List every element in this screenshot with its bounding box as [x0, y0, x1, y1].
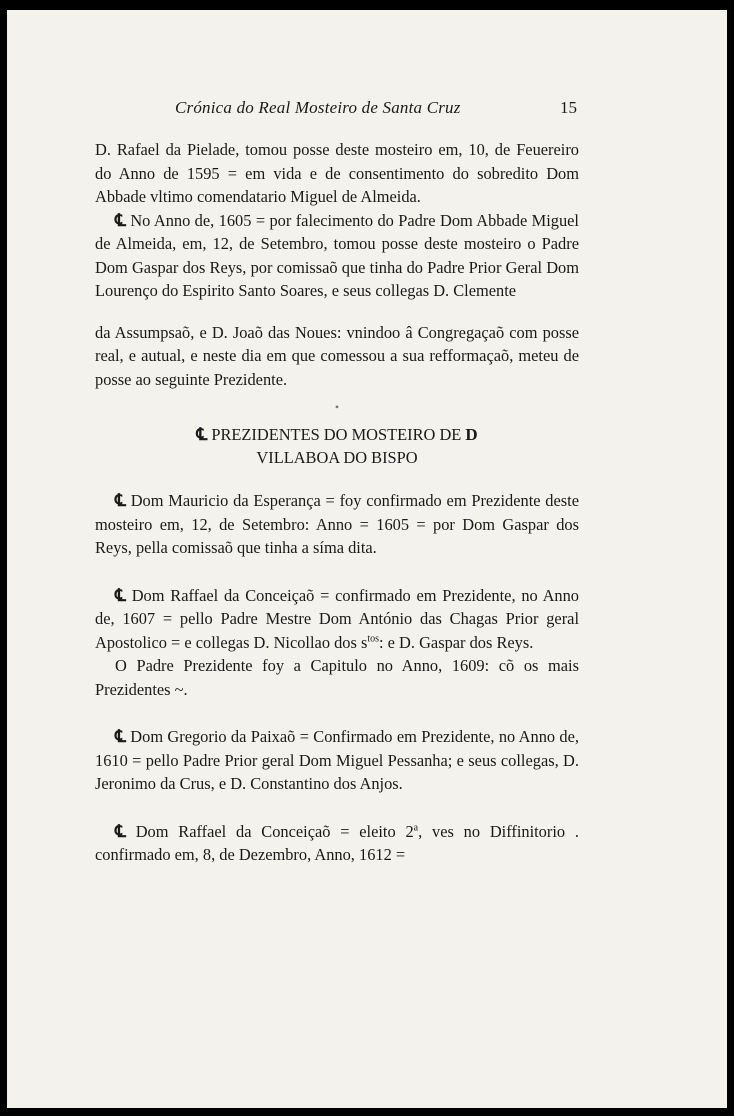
entry-3-text: Dom Gregorio da Paixaõ = Confirmado em Prezidente, no Anno de, 1610 = pello Padre Prior geral Dom Miguel Pessanha; e seus collegas, D. Jeronimo da Crus, e D. Constantino dos Anjos.: [95, 727, 579, 793]
section-title-line-1: PREZIDENTES DO MOSTEIRO DE: [211, 425, 462, 444]
entry-mark-icon: ℄: [115, 821, 126, 841]
entry-3: [95, 725, 579, 796]
document-body: [95, 138, 579, 867]
section-mark-right-icon: D: [465, 425, 478, 444]
entry-2-text: Dom Raffael da Conceiçaõ = confirmado em Prezidente, no Anno de, 1607 = pello Padre Mestre Dom António das Chagas Prior geral Apostolico = e collegas D. Nicollao dos s: [95, 585, 579, 652]
running-title: Crónica do Real Mosteiro de Santa Cruz: [175, 98, 461, 117]
section-title: [95, 423, 579, 469]
entry-4-superscript: a: [413, 822, 419, 834]
entry-1-text: Dom Mauricio da Esperança = foy confirmado em Prezidente deste mosteiro em, 12, de Setembro: Anno = 1605 = por Dom Gaspar dos Reys, pella comissaõ que tinha a síma dita.: [95, 491, 579, 557]
paragraph-2: [95, 209, 579, 303]
entry-2-superscript: tos: [367, 633, 380, 645]
entry-1: [95, 489, 579, 560]
entry-2-text-end: : e D. Gaspar dos Reys.: [379, 632, 534, 652]
entry-4-text: Dom Raffael da Conceiçaõ = eleito 2: [135, 821, 414, 841]
section-title-line-2: VILLABOA DO BISPO: [256, 448, 418, 467]
paragraph-mark-icon: ℄: [115, 210, 126, 230]
entry-4: [95, 820, 579, 867]
ornament-dot-icon: •: [334, 400, 340, 414]
section-mark-icon: ℄: [196, 425, 208, 444]
page-header: [7, 98, 727, 122]
entry-mark-icon: ℄: [115, 585, 126, 605]
paragraph-2-text: No Anno de, 1605 = por falecimento do Padre Dom Abbade Miguel de Almeida, em, 12, de Setembro, tomou posse deste mosteiro o Padre Dom Gaspar dos Reys, por comissaõ que tinha do Padre Prior Geral Dom Lourenço do Espirito Santo Soares, e seus collegas D. Clemente: [95, 210, 579, 300]
entry-2-note: O Padre Prezidente foy a Capitulo no Anno, 1609: cõ os mais Prezidentes ~.: [95, 656, 579, 699]
entry-4-text-end: , ves no Diffinitorio . confirmado em, 8, de Dezembro, Anno, 1612 =: [95, 821, 579, 864]
entry-mark-icon: ℄: [115, 727, 126, 746]
entry-2: [95, 584, 579, 655]
document-page: [7, 10, 727, 1108]
paragraph-1: D. Rafael da Pielade, tomou posse deste mosteiro em, 10, de Feuereiro do Anno de 1595 = em vida e de consentimento do sobredito Dom Abbade vltimo comendatario Miguel de Almeida.: [95, 140, 579, 206]
paragraph-3: da Assumpsaõ, e D. Joaõ das Noues: vnindoo â Congregaçaõ com posse real, e autual, e neste dia em que comessou a sua refformaçaõ, meteu de posse ao seguinte Prezidente.: [95, 322, 579, 389]
entry-mark-icon: ℄: [115, 491, 126, 510]
page-number: 15: [560, 98, 577, 117]
